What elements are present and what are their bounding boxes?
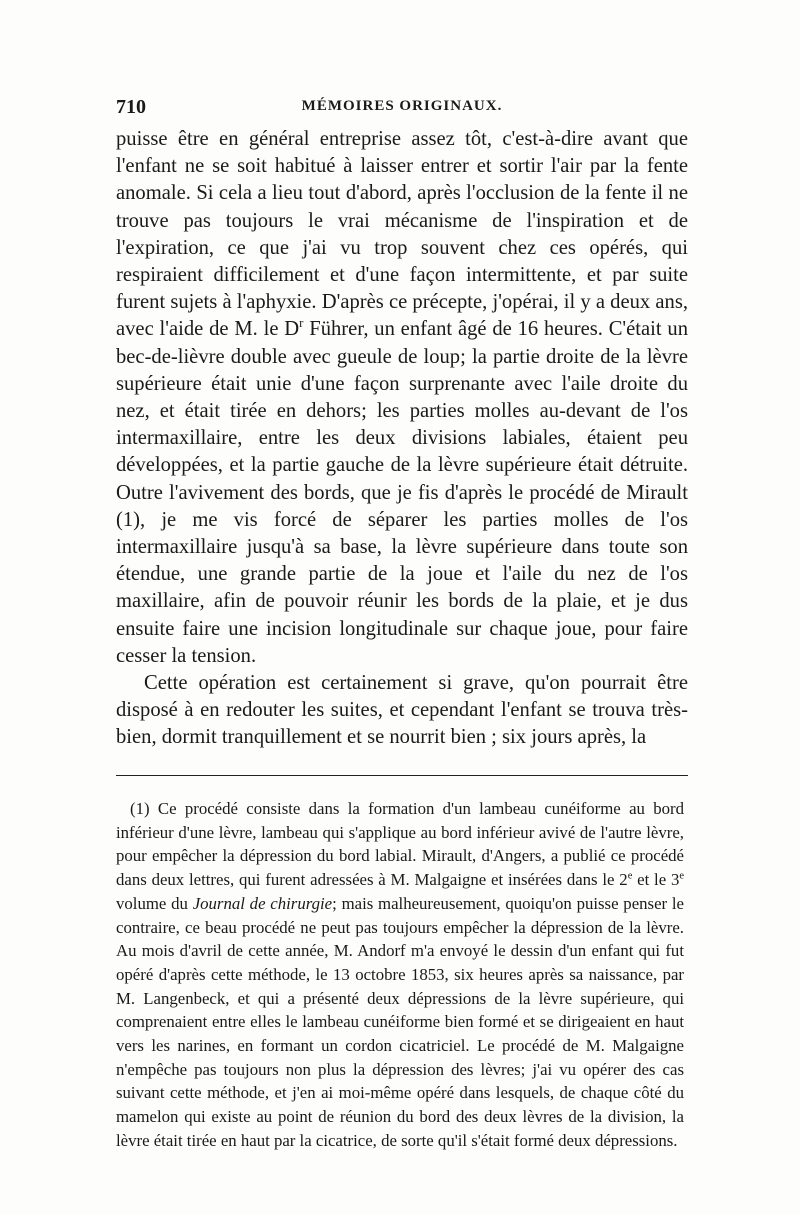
superscript: e (679, 870, 684, 882)
page-number: 710 (116, 96, 146, 118)
paragraph-text: Führer, un enfant âgé de 16 heures. C'était un bec-de-lièvre double avec gueule de loup; la partie droite de la lèvre supérieure était unie d'une façon surprenante avec l'aile droite du nez, et était tirée en dehors; les parties molles au-devant de l'os intermaxillaire, entre les deux divisions labiales, étaient peu développées, et la partie gauche de la lèvre supérieure était détruite. Outre l'avivement des bords, que je fis d'après le procédé de Mirault (1), je me vis forcé de séparer les parties molles de l'os intermaxillaire jusqu'à sa base, la lèvre supérieure dans toute son étendue, une grande partie de la joue et l'aile du nez de l'os maxillaire, afin de pouvoir réunir les bords de la plaie, et je dus ensuite faire une incision longitudinale sur chaque joue, pour faire cesser la tension. (116, 318, 688, 667)
footnote-divider (116, 775, 688, 776)
main-text (116, 126, 688, 752)
footnote (116, 797, 684, 1153)
body-paragraph (116, 670, 688, 752)
footnote-text: (1) Ce procédé consiste dans la formation d'un lambeau cunéiforme au bord inférieur d'une lèvre, lambeau qui s'applique au bord inférieur avivé de l'autre lèvre, pour empêcher la dépression du bord labial. Mirault, d'Angers, a publié ce procédé dans deux lettres, qui furent adressées à M. Malgaigne et insérées dans le 2 (116, 799, 684, 890)
page-header (116, 96, 688, 120)
footnote-paragraph (116, 797, 684, 1153)
superscript: e (627, 870, 633, 882)
footnote-text: et le 3 (632, 870, 680, 890)
paragraph-text: Cette opération est certainement si grave, qu'on pourrait être disposé à en redouter les suites, et cependant l'enfant se trouva très-bien, dormit tranquillement et se nourrit bien ; six jours après, la (116, 672, 688, 749)
footnote-text: volume du (116, 893, 193, 913)
running-head: MÉMOIRES ORIGINAUX. (301, 98, 503, 114)
journal-title: Journal de chirurgie (192, 893, 333, 913)
body-paragraph (116, 126, 688, 670)
footnote-text: ; mais malheureusement, quoiqu'on puisse penser le contraire, ce beau procédé ne peut pas toujours empêcher la dépression de la lèvre. Au mois d'avril de cette année, M. Andorf m'a envoyé le dessin d'un enfant qui fut opéré d'après cette méthode, le 13 octobre 1853, six heures après sa naissance, par M. Langenbeck, et qui a présenté deux dépressions de la lèvre supérieure, qui comprenaient entre elles le lambeau cunéiforme bien formé et se dirigeaient en haut vers les narines, en formant un cordon cicatriciel. Le procédé de M. Malgaigne n'empêche pas toujours non plus la dépression des lèvres; j'ai vu opérer des cas suivant cette méthode, et j'en ai moi-même opéré dans lesquels, de chaque côté du mamelon qui existe au point de réunion du bord des deux lèvres de la division, la lèvre était tirée en haut par la cicatrice, de sorte qu'il s'était formé deux dépressions. (116, 893, 684, 1150)
superscript: r (299, 316, 304, 331)
paragraph-text: puisse être en général entreprise assez tôt, c'est-à-dire avant que l'enfant ne se soit habitué à laisser entrer et sortir l'air par la fente anomale. Si cela a lieu tout d'abord, après l'occlusion de la fente il ne trouve pas toujours le vrai mécanisme de l'inspiration et de l'expiration, ce que j'ai vu trop souvent chez ces opérés, qui respiraient difficilement et d'une façon intermittente, et par suite furent sujets à l'aphyxie. D'après ce précepte, j'opérai, il y a deux ans, avec l'aide de M. le D (116, 128, 688, 341)
